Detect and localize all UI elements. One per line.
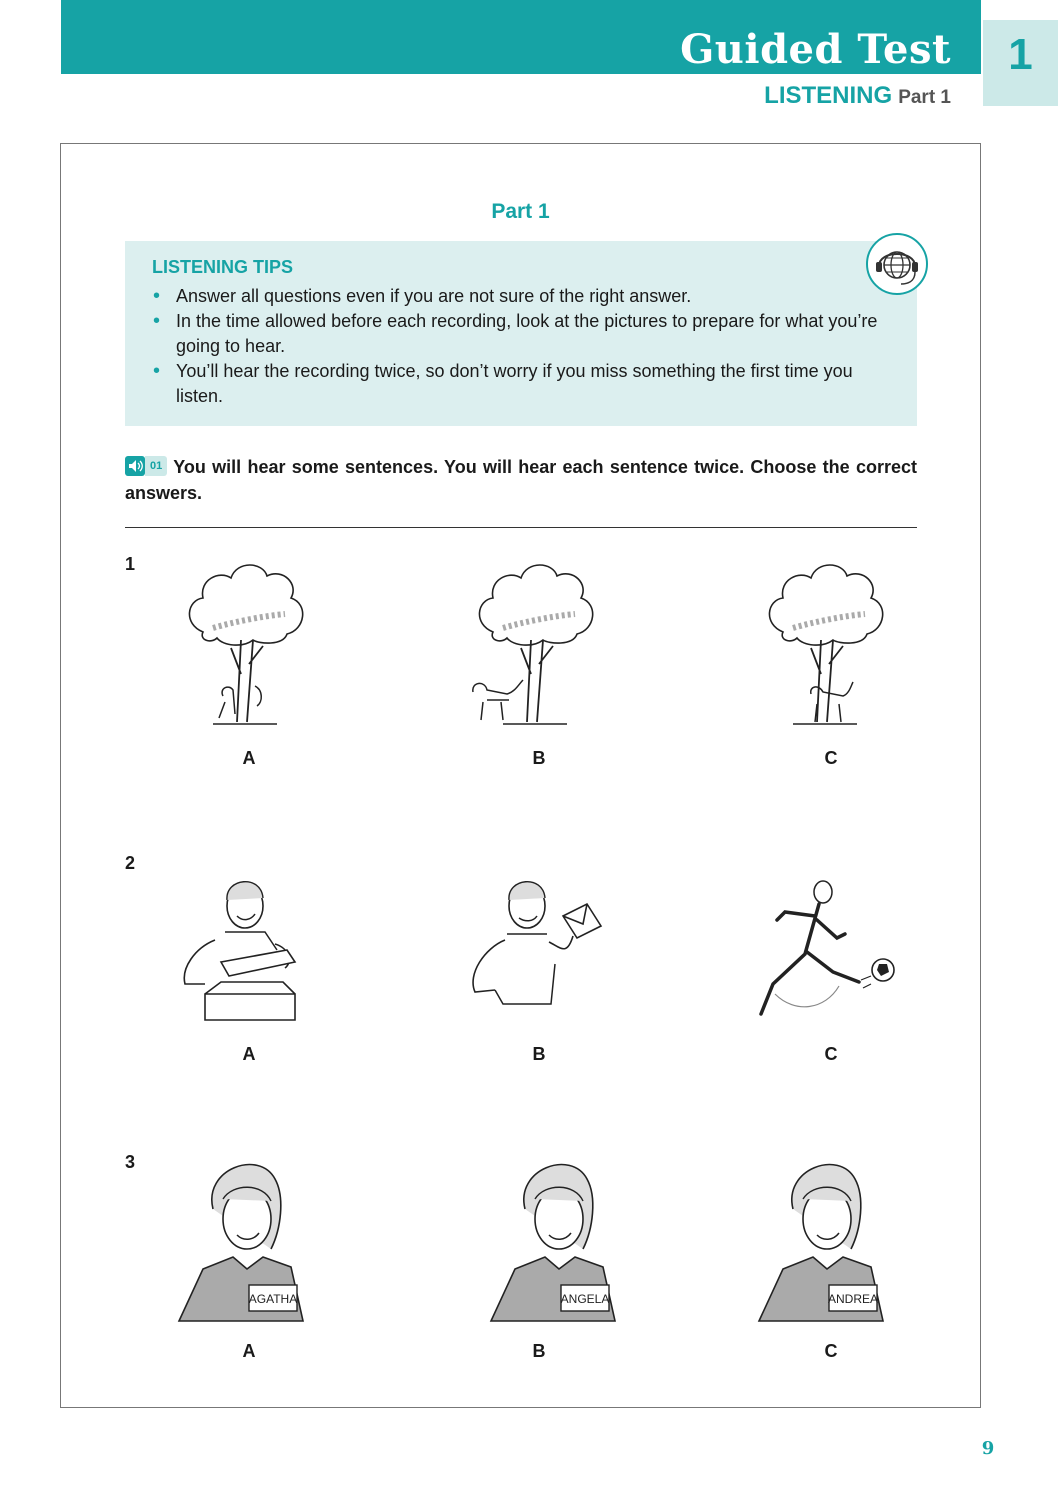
girl-name-tag-a-image bbox=[173, 1144, 323, 1334]
tree-dog-behind-image bbox=[753, 544, 903, 734]
page-title: Guided Test bbox=[680, 26, 951, 73]
instruction bbox=[125, 454, 917, 506]
question-number: 2 bbox=[125, 853, 136, 873]
girl-name-tag-b-image bbox=[485, 1144, 635, 1334]
option-label[interactable]: C bbox=[824, 1044, 838, 1064]
audio-speaker-icon bbox=[125, 456, 145, 476]
tip-item: • Answer all questions even if you are not sure of the right answer. bbox=[152, 284, 899, 309]
option-label[interactable]: B bbox=[532, 1341, 546, 1361]
section-name: LISTENING bbox=[764, 82, 893, 109]
name-tag-text: ANDREA bbox=[827, 1292, 879, 1306]
headset-globe-icon bbox=[865, 232, 929, 296]
option-label[interactable]: C bbox=[824, 748, 838, 768]
unit-number: 1 bbox=[1008, 30, 1033, 79]
page-number: 9 bbox=[981, 1438, 995, 1459]
boy-opening-box-image bbox=[165, 854, 315, 1044]
question-number: 3 bbox=[125, 1152, 136, 1172]
tree-dog-left-image bbox=[173, 544, 323, 734]
section-label bbox=[764, 82, 951, 110]
option-label[interactable]: C bbox=[824, 1341, 838, 1361]
boy-kicking-ball-image bbox=[745, 854, 895, 1044]
tree-dog-front-image bbox=[463, 544, 613, 734]
instruction-text: You will hear some sentences. You will hear each sentence twice. Choose the correct answers. bbox=[125, 457, 917, 503]
option-label[interactable]: A bbox=[242, 1044, 256, 1064]
tip-item: • In the time allowed before each recording, look at the pictures to prepare for what you’re going to hear. bbox=[152, 309, 899, 359]
name-tag-text: ANGELA bbox=[560, 1292, 610, 1306]
tips-box bbox=[125, 241, 917, 426]
option-label[interactable]: A bbox=[242, 1341, 256, 1361]
boy-holding-letter-image bbox=[455, 854, 605, 1044]
part-heading: Part 1 bbox=[491, 200, 550, 223]
option-label[interactable]: B bbox=[532, 748, 546, 768]
name-tag-text: AGATHA bbox=[248, 1292, 298, 1306]
tips-list bbox=[152, 284, 899, 409]
section-part: Part 1 bbox=[898, 87, 951, 108]
divider bbox=[125, 527, 917, 528]
girl-name-tag-c-image bbox=[753, 1144, 903, 1334]
tip-item: • You’ll hear the recording twice, so don’t worry if you miss something the first time you listen. bbox=[152, 359, 899, 409]
tips-title: LISTENING TIPS bbox=[152, 257, 294, 277]
question-number: 1 bbox=[125, 554, 136, 574]
track-number: 01 bbox=[145, 456, 167, 476]
audio-track-badge[interactable] bbox=[125, 456, 167, 476]
option-label[interactable]: A bbox=[242, 748, 256, 768]
unit-tab bbox=[983, 20, 1058, 106]
option-label[interactable]: B bbox=[532, 1044, 546, 1064]
test-frame bbox=[60, 143, 981, 1408]
